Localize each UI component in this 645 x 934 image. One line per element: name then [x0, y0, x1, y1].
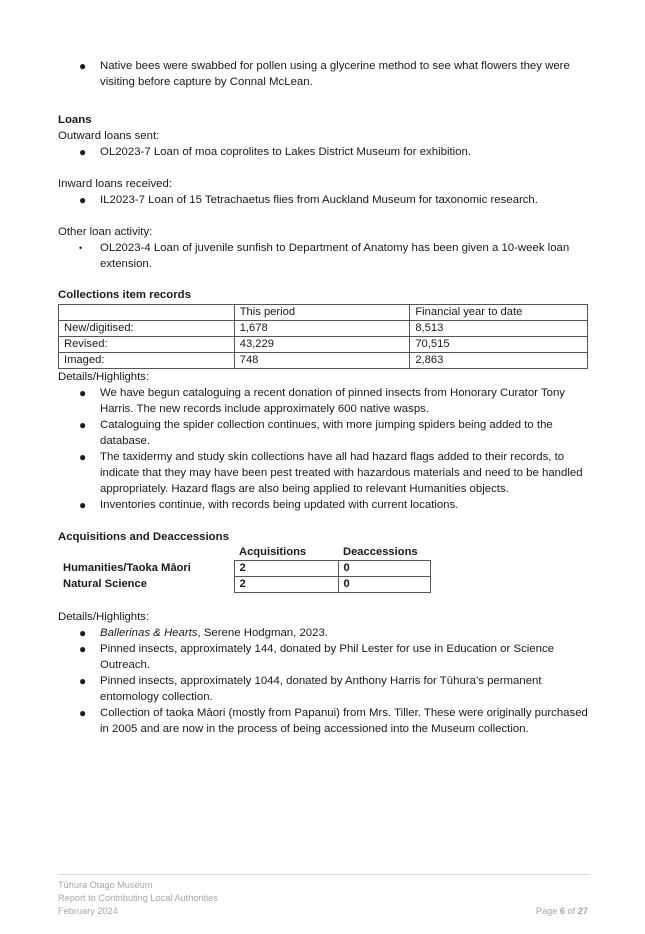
table-cell: 0	[338, 577, 430, 593]
list-item: ● Pinned insects, approximately 1044, donated by Anthony Harris for Tūhura’s permanent entomology collection.	[79, 674, 542, 703]
inward-loans-list	[58, 192, 590, 208]
table-cell: 0	[338, 561, 430, 577]
list-item: ● Cataloguing the spider collection continues, with more jumping spiders being added to the database.	[79, 418, 553, 447]
table-cell: Imaged:	[59, 353, 235, 369]
document-page	[58, 58, 590, 737]
bullet-icon: •	[79, 243, 83, 253]
bullet-icon: ●	[79, 626, 87, 640]
intro-list	[58, 58, 590, 90]
bullet-icon: ●	[79, 498, 87, 512]
table-cell: 1,678	[234, 321, 410, 337]
other-loans-label: Other loan activity:	[58, 226, 153, 238]
table-header-row	[59, 305, 588, 321]
loans-heading: Loans	[58, 114, 92, 126]
table-row	[59, 353, 588, 369]
footer-report: Report to Contributing Local Authorities	[58, 893, 218, 903]
table-cell: Natural Science	[63, 578, 147, 590]
bullet-icon: ●	[79, 674, 87, 688]
table-header-cell: This period	[234, 305, 410, 321]
records-heading: Collections item records	[58, 289, 191, 301]
list-item: ● IL2023-7 Loan of 15 Tetrachaetus flies from Auckland Museum for taxonomic research.	[79, 193, 538, 207]
item-title: Ballerinas & Hearts	[100, 627, 198, 639]
table-row	[59, 321, 588, 337]
outward-loans-list	[58, 144, 590, 160]
table-header-row	[58, 545, 430, 561]
bullet-icon: ●	[79, 642, 87, 656]
records-table	[58, 304, 588, 369]
list-item: • OL2023-4 Loan of juvenile sunfish to Department of Anatomy has been given a 10-week loan extension.	[79, 242, 570, 270]
table-cell: 43,229	[234, 337, 410, 353]
table-header-cell: Deaccessions	[343, 546, 418, 558]
table-cell: Revised:	[59, 337, 235, 353]
bullet-icon: ●	[79, 59, 87, 73]
list-item: ● We have begun cataloguing a recent donation of pinned insects from Honorary Curator Tony Harris. The new records include approximately 600 native wasps.	[79, 386, 565, 415]
list-item: ● Collection of taoka Māori (mostly from Papanui) from Mrs. Tiller. These were originally purchased in 2005 and are now in the process of being accessioned into the Museum collection.	[79, 706, 588, 735]
list-item: ● Native bees were swabbed for pollen using a glycerine method to see what flowers they were visiting before capture by Connal McLean.	[79, 59, 570, 88]
bullet-icon: ●	[79, 386, 87, 400]
bullet-icon: ●	[79, 418, 87, 432]
list-item: ● OL2023-7 Loan of moa coprolites to Lakes District Museum for exhibition.	[79, 145, 472, 159]
acquisitions-details-label: Details/Highlights:	[58, 611, 150, 623]
bullet-icon: ●	[79, 145, 87, 159]
acquisitions-heading: Acquisitions and Deaccessions	[58, 531, 229, 543]
list-item: ● Inventories continue, with records being updated with current locations.	[79, 498, 459, 512]
acquisitions-highlights-list	[58, 625, 590, 737]
table-cell: 70,515	[410, 337, 588, 353]
table-cell: 2	[234, 561, 338, 577]
table-cell: 8,513	[410, 321, 588, 337]
footer-org: Tūhura Otago Museum	[58, 880, 153, 890]
table-header-cell	[58, 545, 234, 561]
page-number: Page 6 of 27	[535, 906, 588, 916]
records-details-label: Details/Highlights:	[58, 371, 150, 383]
records-highlights-list	[58, 385, 590, 513]
inward-loans-label: Inward loans received:	[58, 178, 172, 190]
table-cell: New/digitised:	[59, 321, 235, 337]
table-row	[58, 577, 430, 593]
table-cell: 2	[234, 577, 338, 593]
table-row	[58, 561, 430, 577]
acquisitions-table	[58, 545, 431, 593]
outward-loans-label: Outward loans sent:	[58, 130, 160, 142]
table-cell: 748	[234, 353, 410, 369]
list-item: ● Ballerinas & Hearts, Serene Hodgman, 2023.	[79, 626, 328, 640]
page-footer	[58, 874, 590, 918]
other-loans-list	[58, 240, 590, 272]
footer-date: February 2024	[58, 906, 118, 916]
bullet-icon: ●	[79, 706, 87, 720]
table-row	[59, 337, 588, 353]
list-item: ● Pinned insects, approximately 144, donated by Phil Lester for use in Education or Science Outreach.	[79, 642, 554, 671]
table-header-cell: Acquisitions	[239, 546, 307, 558]
bullet-icon: ●	[79, 193, 87, 207]
table-cell: 2,863	[410, 353, 588, 369]
table-header-cell: Financial year to date	[410, 305, 588, 321]
bullet-icon: ●	[79, 450, 87, 464]
list-item: ● The taxidermy and study skin collections have all had hazard flags added to their records, to indicate that they may have been pest treated with hazardous materials and need to be handled appropriately. Hazard flags are also being applied to relevant Humanities objects.	[79, 450, 583, 495]
table-cell: Humanities/Taoka Māori	[63, 562, 191, 574]
table-header-cell	[59, 305, 235, 321]
